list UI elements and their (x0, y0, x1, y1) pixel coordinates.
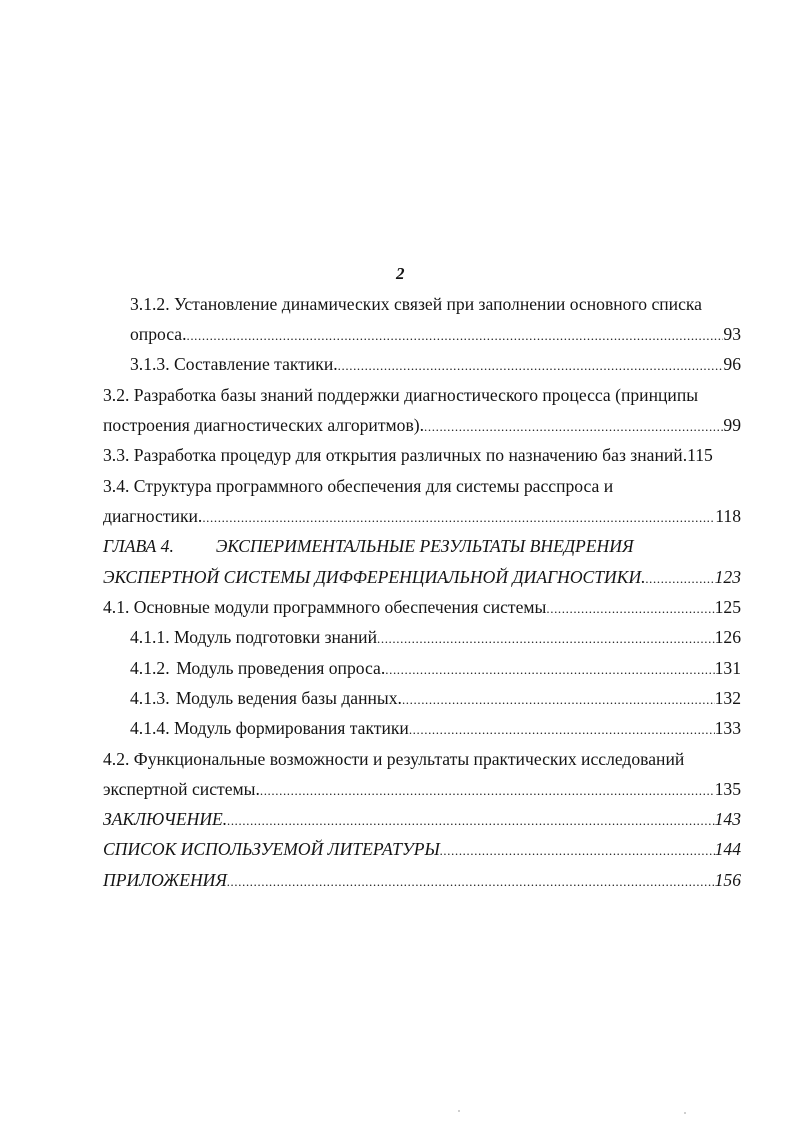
scan-speck (684, 1112, 686, 1114)
toc-page-ref: 144 (714, 839, 741, 859)
toc-page-ref: 132 (714, 688, 741, 708)
toc-leader (546, 597, 714, 621)
toc-chapter-number: ГЛАВА 4. (103, 536, 174, 556)
toc-section-number: 4.1.3. (130, 688, 170, 708)
toc-page-ref: 156 (714, 870, 741, 890)
toc-text: построения диагностических алгоритмов). (103, 415, 425, 435)
toc-text: 4.1.1. Модуль подготовки знаний (130, 627, 377, 647)
toc-leader (202, 506, 715, 530)
toc-leader (646, 567, 715, 591)
toc-entry-4-2-line1 (103, 747, 741, 771)
toc-entry-3-1-3[interactable] (130, 352, 741, 376)
toc-entry-4-1-3[interactable] (130, 686, 741, 710)
toc-entry-conclusion[interactable] (103, 807, 741, 831)
toc-leader (227, 809, 714, 833)
toc-chapter-4-line2[interactable] (103, 565, 741, 589)
toc-entry-3-4-line1 (103, 474, 741, 498)
toc-text: ЗАКЛЮЧЕНИЕ. (103, 809, 228, 829)
toc-page-ref: 123 (714, 567, 741, 587)
toc-page-ref: 99 (723, 415, 741, 435)
toc-page-ref: 118 (715, 506, 741, 526)
toc-page-ref: 93 (723, 324, 741, 344)
toc-text: 3.1.2. Установление динамических связей при заполнении основного списка (130, 294, 702, 314)
toc-leader (409, 718, 715, 742)
toc-text: диагностики. (103, 506, 203, 526)
toc-text: СПИСОК ИСПОЛЬЗУЕМОЙ ЛИТЕРАТУРЫ (103, 839, 440, 859)
toc-text: 3.1.3. Составление тактики. (130, 354, 338, 374)
toc-page-ref: 143 (714, 809, 741, 829)
toc-text: ПРИЛОЖЕНИЯ (103, 870, 227, 890)
scan-speck (458, 1110, 460, 1112)
toc-entry-4-2-line2[interactable] (103, 777, 741, 801)
toc-chapter-4-line1 (103, 534, 741, 558)
toc-entry-3-3[interactable] (103, 443, 741, 467)
toc-leader (402, 688, 715, 712)
toc-leader (440, 839, 715, 863)
toc-text: экспертной системы. (103, 779, 260, 799)
toc-text: Модуль ведения базы данных. (175, 688, 402, 708)
toc-entry-3-2-line2[interactable] (103, 413, 741, 437)
toc-entry-3-1-2-line1 (130, 292, 741, 316)
page-number: 2 (396, 264, 405, 283)
toc-leader (186, 324, 723, 348)
toc-entry-appendices[interactable] (103, 868, 741, 892)
toc-page-ref: 135 (714, 779, 741, 799)
toc-entry-3-2-line1 (103, 383, 741, 407)
toc-leader (338, 354, 724, 378)
toc-chapter-title: ЭКСПЕРИМЕНТАЛЬНЫЕ РЕЗУЛЬТАТЫ ВНЕДРЕНИЯ (215, 536, 634, 556)
toc-page-ref: 133 (714, 718, 741, 738)
toc-text: 4.1.4. Модуль формирования тактики (130, 718, 409, 738)
toc-text: 3.2. Разработка базы знаний поддержки диагностического процесса (принципы (103, 385, 699, 405)
toc-page-ref: 131 (714, 658, 741, 678)
toc-leader (377, 627, 715, 651)
toc-text: 4.1. Основные модули программного обеспечения системы (103, 597, 547, 617)
toc-section-number: 4.1.2. (130, 658, 170, 678)
toc-entry-4-1-4[interactable] (130, 716, 741, 740)
toc-leader (227, 870, 715, 894)
toc-text: 3.4. Структура программного обеспечения для системы расспроса и (103, 476, 614, 496)
toc-page-ref: 125 (714, 597, 741, 617)
toc-leader (424, 415, 723, 439)
toc-entry-4-1-2[interactable] (130, 656, 741, 680)
toc-text: ЭКСПЕРТНОЙ СИСТЕМЫ ДИФФЕРЕНЦИАЛЬНОЙ ДИАГНОСТИКИ. (103, 567, 646, 587)
toc-leader (385, 658, 714, 682)
toc-entry-references[interactable] (103, 837, 741, 861)
toc-leader (260, 779, 715, 803)
toc-text: 4.2. Функциональные возможности и результаты практических исследований (103, 749, 685, 769)
toc-entry-4-1[interactable] (103, 595, 741, 619)
toc-page-ref: 96 (723, 354, 741, 374)
toc-entry-3-1-2-line2[interactable] (130, 322, 741, 346)
toc-text: Модуль проведения опроса. (176, 658, 386, 678)
toc-entry-3-4-line2[interactable] (103, 504, 741, 528)
toc-page-ref: 126 (714, 627, 741, 647)
toc-text: 3.3. Разработка процедур для открытия различных по назначению баз знаний.115 (103, 445, 713, 465)
toc-text: опроса. (130, 324, 187, 344)
toc-entry-4-1-1[interactable] (130, 625, 741, 649)
